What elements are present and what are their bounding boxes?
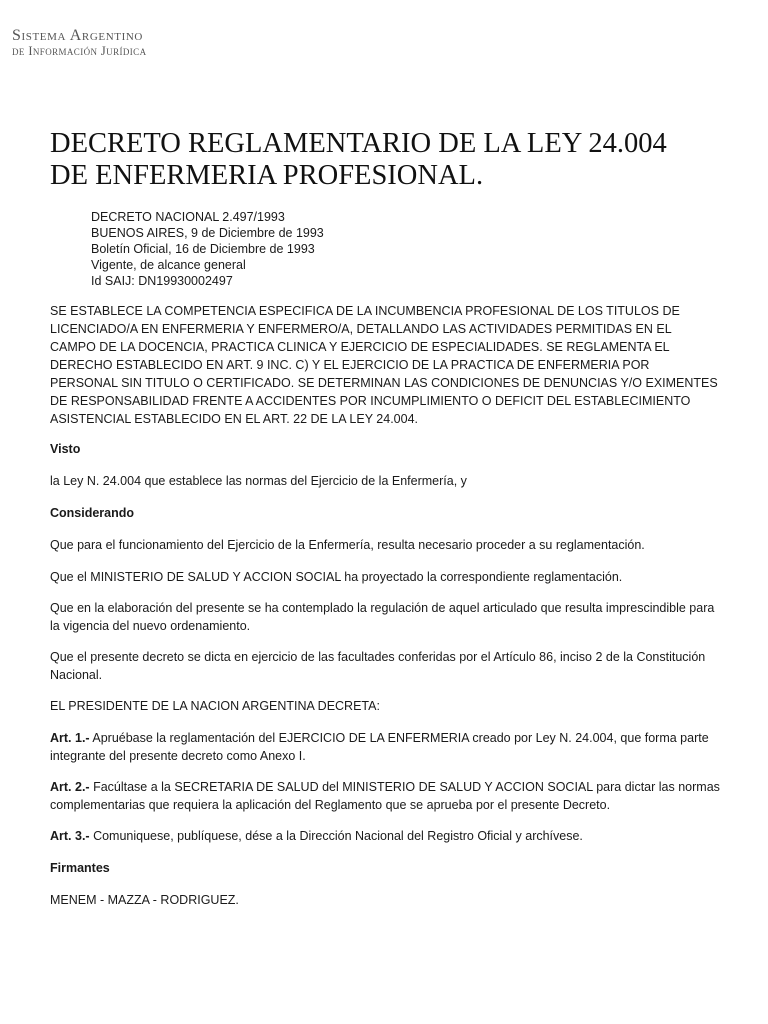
visto-text: la Ley N. 24.004 que establece las normas del Ejercicio de la Enfermería, y — [50, 474, 467, 488]
decree-metadata — [91, 209, 324, 289]
meta-decree-number: DECRETO NACIONAL 2.497/1993 — [91, 210, 285, 224]
document-body — [50, 302, 720, 909]
meta-id-saij: Id SAIJ: DN19930002497 — [91, 274, 233, 288]
article-2 — [50, 778, 720, 814]
article-2-text: Facúltase a la SECRETARIA DE SALUD del MINISTERIO DE SALUD Y ACCION SOCIAL para dictar las normas complementarias que requiera la aplicación del Reglamento que se aprueba por el presente Decreto. — [50, 780, 720, 812]
considerando-paragraph-2: Que el MINISTERIO DE SALUD Y ACCION SOCIAL ha proyectado la correspondiente reglamentación. — [50, 570, 623, 584]
considerando-paragraph-3: Que en la elaboración del presente se ha contemplado la regulación de aquel articulado que resulta imprescindible para la vigencia del nuevo ordenamiento. — [50, 601, 715, 633]
meta-status: Vigente, de alcance general — [91, 258, 246, 272]
decree-line: EL PRESIDENTE DE LA NACION ARGENTINA DECRETA: — [50, 699, 380, 713]
article-3 — [50, 827, 720, 845]
firmantes-heading: Firmantes — [50, 861, 110, 875]
visto-heading: Visto — [50, 442, 81, 456]
article-3-text: Comuniquese, publíquese, dése a la Dirección Nacional del Registro Oficial y archívese. — [89, 829, 583, 843]
firmantes-names: MENEM - MAZZA - RODRIGUEZ. — [50, 893, 239, 907]
saij-logo — [12, 28, 146, 58]
logo-line-1: Sistema Argentino — [12, 27, 143, 44]
meta-place-date: BUENOS AIRES, 9 de Diciembre de 1993 — [91, 226, 324, 240]
considerando-paragraph-4: Que el presente decreto se dicta en ejercicio de las facultades conferidas por el Artículo 86, inciso 2 de la Constitución Nacional. — [50, 650, 706, 682]
article-1-text: Apruébase la reglamentación del EJERCICIO DE LA ENFERMERIA creado por Ley N. 24.004, que forma parte integrante del presente decreto como Anexo I. — [50, 731, 709, 763]
article-1-label: Art. 1.- — [50, 731, 90, 745]
document-title — [50, 128, 750, 192]
title-line-2: DE ENFERMERIA PROFESIONAL. — [50, 160, 484, 191]
title-line-1: DECRETO REGLAMENTARIO DE LA LEY 24.004 — [50, 128, 667, 159]
logo-line-2: de Información Jurídica — [12, 43, 147, 58]
article-3-label: Art. 3.- — [50, 829, 90, 843]
summary-paragraph: SE ESTABLECE LA COMPETENCIA ESPECIFICA DE LA INCUMBENCIA PROFESIONAL DE LOS TITULOS DE LICENCIADO/A EN ENFERMERIA Y ENFERMERO/A, DETALLANDO LAS ACTIVIDADES PERMITIDAS EN EL CAMPO DE LA DOCENCIA, PRACTICA CLINICA Y EJERCICIO DE ESPECIALIDADES. SE REGLAMENTA EL DERECHO ESTABLECIDO EN ART. 9 INC. C) Y EL EJERCICIO DE LA PRACTICA DE ENFERMERIA POR PERSONAL SIN TITULO O CERTIFICADO. SE DETERMINAN LAS CONDICIONES DE DENUNCIAS Y/O EXIMENTES DE RESPONSABILIDAD FRENTE A ACCIDENTES POR INCUMPLIMIENTO O DEFICIT DEL ESTABLECIMIENTO ASISTENCIAL ESTABLECIDO EN EL ART. 22 DE LA LEY 24.004. — [50, 304, 718, 426]
article-2-label: Art. 2.- — [50, 780, 90, 794]
meta-boletin: Boletín Oficial, 16 de Diciembre de 1993 — [91, 242, 315, 256]
considerando-heading: Considerando — [50, 506, 135, 520]
considerando-paragraph-1: Que para el funcionamiento del Ejercicio de la Enfermería, resulta necesario proceder a su reglamentación. — [50, 538, 645, 552]
article-1 — [50, 729, 720, 765]
